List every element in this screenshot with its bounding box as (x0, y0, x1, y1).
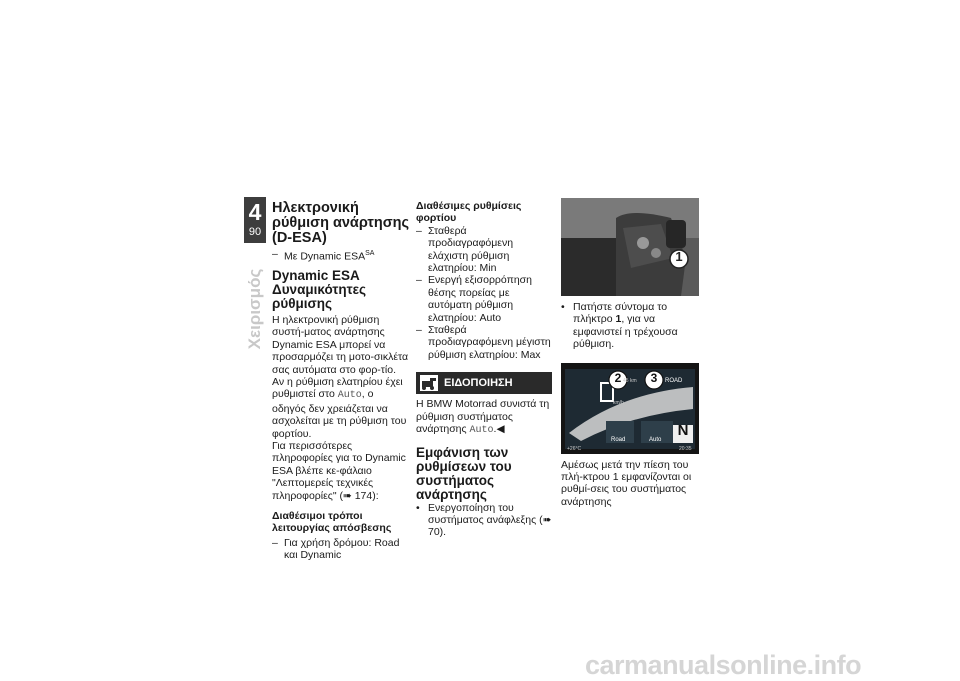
paragraph: Αμέσως μετά την πίεση του πλή-κτρου 1 εμφανίζονται οι ρυθμί-σεις του συστήματος ανάρτησης (561, 458, 692, 508)
list-item: – Ενεργή εξισορρόπηση θέσης πορείας με αυτόματη ρύθμιση ελατηρίου: Auto (416, 274, 532, 324)
subsection-title: Dynamic ESA Δυναμικότητες ρύθμισης (272, 267, 367, 311)
warning-text: Η BMW Motorrad συνιστά τη ρύθμιση συστήματος ανάρτησης Auto.◀ (416, 398, 550, 437)
instrument-display-photo (561, 363, 699, 454)
temperature: +26°C (567, 445, 582, 452)
watermark: carmanualsonline.info (585, 650, 862, 680)
motorcycle-notice-icon (420, 375, 438, 391)
column-1 (272, 201, 410, 562)
list-item: – Σταθερά προδιαγραφόμενη μέγιστη ρύθμιση ελατηρίου: Max (416, 324, 551, 361)
speed-unit: km/h (613, 399, 624, 406)
callout-2: 2 (614, 370, 622, 385)
clock: 20:35 (679, 445, 692, 452)
paragraph-reference: Για περισσότερες πληροφορίες για το Dynamic ESA βλέπε κε-φάλαιο "Λεπτομερείς τεχνικές πληροφορίες" (➠ 174): (272, 439, 406, 502)
handlebar-photo (561, 198, 699, 296)
column-3 (561, 198, 701, 508)
column-2 (416, 200, 552, 539)
chapter-side-label: Χειρισμός (245, 268, 264, 350)
load-value: Auto (649, 436, 662, 443)
bullet-item: • Πατήστε σύντομα το πλήκτρο 1, για να εμφανιστεί η τρέχουσα ρύθμιση. (561, 301, 678, 351)
list-item: – Για χρήση δρόμου: Road και Dynamic (272, 536, 400, 562)
load-settings-heading: Διαθέσιμες ρυθμίσεις φορτίου (416, 200, 522, 225)
gear-indicator: N (677, 421, 689, 439)
warning-banner (416, 372, 552, 394)
equipment-note: – Με Dynamic $ESA^{SA}$ (272, 248, 375, 263)
damping-modes-heading: Διαθέσιμοι τρόποι λειτουργίας απόσβεσης (272, 510, 392, 535)
range-label: 45 km (623, 377, 637, 384)
damping-value: Road (611, 436, 626, 443)
section-title: Ηλεκτρονική ρύθμιση ανάρτησης (D-ESA) (272, 200, 410, 246)
callout-1: 1 (675, 249, 683, 264)
warning-title: ΕΙΔΟΠΟΙΗΣΗ (444, 377, 513, 390)
display-settings-heading: Εμφάνιση των ρυθμίσεων του συστήματος ανάρτησης (416, 444, 512, 502)
ride-mode-label: ROAD (665, 377, 683, 384)
bullet-item: • Ενεργοποίηση του συστήματος ανάφλεξης (➠ 70). (416, 501, 552, 539)
chapter-number: 4 (248, 199, 262, 225)
callout-3: 3 (650, 370, 658, 385)
handlebar-switch-illustration (561, 198, 699, 296)
page-number: 90 (248, 226, 262, 238)
paragraph: Η ηλεκτρονική ρύθμιση συστή-ματος ανάρτησης Dynamic ESA μπορεί να προσαρμόζει τη μοτο-σικλέτα σας αυτόματα στο φορ-τίο. Αν η ρύθμιση ελατηρίου έχει ρυθμιστεί στο Auto, ο οδηγός δεν χρειάζεται να ασχολείται με τη ρύθμιση του φορτίου. (272, 313, 409, 440)
list-item: – Σταθερά προδιαγραφόμενη ελάχιστη ρύθμιση ελατηρίου: Min (416, 224, 514, 275)
